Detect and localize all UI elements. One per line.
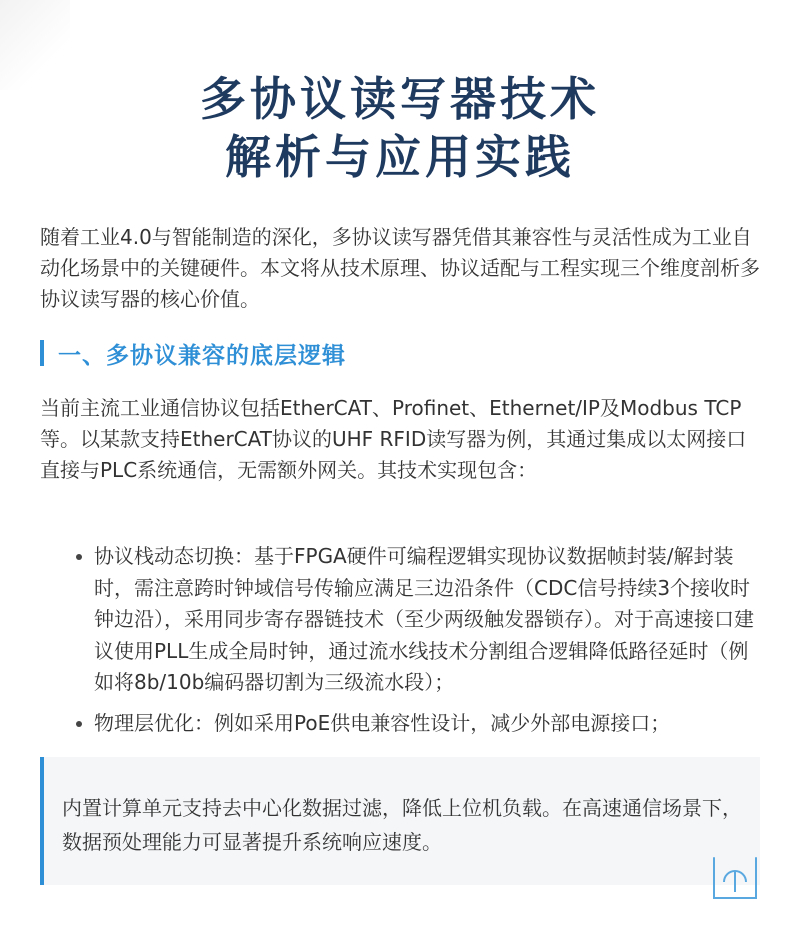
list-item-text: 物理层优化：例如采用PoE供电兼容性设计，减少外部电源接口；: [94, 710, 671, 735]
bullet-dot-icon: [76, 721, 82, 727]
section-heading-text: 一、多协议兼容的底层逻辑: [58, 342, 346, 369]
circle-outline-icon: [706, 852, 762, 904]
quote-block: [40, 757, 760, 885]
section-accent-bar: [40, 340, 44, 366]
intro-paragraph: 随着工业4.0与智能制造的深化，多协议读写器凭借其兼容性与灵活性成为工业自动化场景中的关键硬件。本文将从技术原理、协议适配与工程实现三个维度剖析多协议读写器的核心价值。: [40, 225, 760, 311]
list-item: [76, 541, 766, 699]
list-item: [76, 708, 766, 740]
section-paragraph: 当前主流工业通信协议包括EtherCAT、Profinet、Ethernet/IP及Modbus TCP等。以某款支持EtherCAT协议的UHF RFID读写器为例，其通过集成以太网接口直接与PLC系统通信，无需额外网关。其技术实现包含：: [40, 396, 747, 482]
bullet-dot-icon: [76, 554, 82, 560]
page-title: [0, 70, 800, 186]
quote-text: 内置计算单元支持去中心化数据过滤，降低上位机负载。在高速通信场景下，数据预处理能力可显著提升系统响应速度。: [62, 796, 742, 854]
list-item-text: 协议栈动态切换：基于FPGA硬件可编程逻辑实现协议数据帧封装/解封装时，需注意跨时钟域信号传输应满足三边沿条件（CDC信号持续3个接收时钟边沿），采用同步寄存器链技术（至少两级触发器锁存）。对于高速接口建议使用PLL生成全局时钟，通过流水线技术分割组合逻辑降低路径延时（例如将8b/10b编码器切割为三级流水段）；: [94, 544, 754, 694]
title-line-1: 多协议读写器技术: [200, 72, 600, 126]
section-heading: [40, 338, 346, 368]
bullet-list: [76, 541, 766, 739]
title-line-2: 解析与应用实践: [225, 130, 575, 184]
